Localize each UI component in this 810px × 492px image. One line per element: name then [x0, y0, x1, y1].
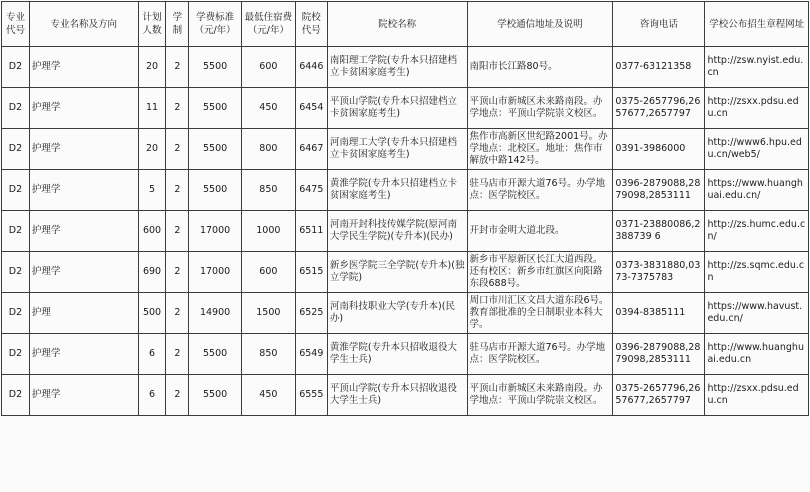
cell-address: 焦作市高新区世纪路2001号。办学地点：北校区。地址：焦作市解放中路142号。: [467, 129, 613, 170]
cell-plan: 6: [138, 334, 166, 375]
cell-plan: 500: [138, 293, 166, 334]
cell-tuition: 5500: [189, 129, 242, 170]
cell-major: 护理: [29, 293, 138, 334]
cell-school: 平顶山学院(专升本只招建档立卡贫困家庭考生): [327, 88, 467, 129]
cell-school-code: 6549: [295, 334, 327, 375]
cell-tuition: 17000: [189, 211, 242, 252]
enrollment-table: [1, 1, 809, 416]
cell-phone: 0391-3986000: [613, 129, 705, 170]
cell-dorm: 800: [241, 129, 295, 170]
cell-years: 2: [166, 293, 189, 334]
cell-plan: 600: [138, 211, 166, 252]
cell-address: 驻马店市开源大道76号。办学地点：医学院校区。: [467, 170, 613, 211]
cell-phone: 0396-2879088,2879098,2853111: [613, 170, 705, 211]
cell-code: D2: [2, 47, 30, 88]
cell-plan: 11: [138, 88, 166, 129]
cell-school-code: 6555: [295, 375, 327, 416]
cell-code: D2: [2, 375, 30, 416]
cell-address: 南阳市长江路80号。: [467, 47, 613, 88]
header-plan: 计划人数: [138, 2, 166, 47]
cell-major: 护理学: [29, 211, 138, 252]
cell-school: 河南科技职业大学(专升本)(民办): [327, 293, 467, 334]
table-row: [2, 334, 809, 375]
cell-years: 2: [166, 211, 189, 252]
cell-address: 平顶山市新城区未来路南段。办学地点：平顶山学院崇文校区。: [467, 88, 613, 129]
cell-phone: 0377-63121358: [613, 47, 705, 88]
cell-school-code: 6525: [295, 293, 327, 334]
cell-school-code: 6475: [295, 170, 327, 211]
cell-dorm: 850: [241, 334, 295, 375]
header-url: 学校公布招生章程网址: [705, 2, 809, 47]
cell-code: D2: [2, 88, 30, 129]
cell-code: D2: [2, 252, 30, 293]
cell-phone: 0394-8385111: [613, 293, 705, 334]
cell-dorm: 850: [241, 170, 295, 211]
cell-tuition: 5500: [189, 334, 242, 375]
cell-code: D2: [2, 129, 30, 170]
cell-tuition: 5500: [189, 375, 242, 416]
cell-url[interactable]: http://zsxx.pdsu.edu.cn: [705, 88, 809, 129]
cell-plan: 690: [138, 252, 166, 293]
cell-major: 护理学: [29, 170, 138, 211]
cell-major: 护理学: [29, 47, 138, 88]
cell-url[interactable]: http://www.huanghuai.edu.cn: [705, 334, 809, 375]
cell-dorm: 600: [241, 252, 295, 293]
cell-school: 平顶山学院(专升本只招收退役大学生士兵): [327, 375, 467, 416]
table-row: [2, 129, 809, 170]
cell-phone: 0373-3831880,0373-7375783: [613, 252, 705, 293]
cell-major: 护理学: [29, 88, 138, 129]
table-row: [2, 47, 809, 88]
header-dorm: 最低住宿费（元/年）: [241, 2, 295, 47]
cell-school: 黄淮学院(专升本只招建档立卡贫困家庭考生): [327, 170, 467, 211]
header-row: [2, 2, 809, 47]
cell-address: 驻马店市开源大道76号。办学地点：医学院校区。: [467, 334, 613, 375]
header-tuition: 学费标准（元/年）: [189, 2, 242, 47]
cell-tuition: 5500: [189, 88, 242, 129]
cell-major: 护理学: [29, 252, 138, 293]
header-years: 学制: [166, 2, 189, 47]
cell-years: 2: [166, 334, 189, 375]
cell-school-code: 6515: [295, 252, 327, 293]
cell-plan: 20: [138, 129, 166, 170]
cell-school-code: 6511: [295, 211, 327, 252]
header-phone: 咨询电话: [613, 2, 705, 47]
cell-address: 平顶山市新城区未来路南段。办学地点：平顶山学院崇文校区。: [467, 375, 613, 416]
cell-school-code: 6446: [295, 47, 327, 88]
cell-dorm: 450: [241, 375, 295, 416]
table-row: [2, 252, 809, 293]
cell-tuition: 5500: [189, 170, 242, 211]
table-row: [2, 170, 809, 211]
cell-school: 黄淮学院(专升本只招收退役大学生士兵): [327, 334, 467, 375]
table-body: [2, 47, 809, 416]
cell-url[interactable]: http://zs.humc.edu.cn/: [705, 211, 809, 252]
cell-school: 河南开封科技传媒学院(原河南大学民生学院)(专升本)(民办): [327, 211, 467, 252]
cell-tuition: 5500: [189, 47, 242, 88]
table-header: [2, 2, 809, 47]
cell-school: 新乡医学院三全学院(专升本)(独立学院): [327, 252, 467, 293]
cell-major: 护理学: [29, 334, 138, 375]
cell-code: D2: [2, 170, 30, 211]
header-address: 学校通信地址及说明: [467, 2, 613, 47]
cell-address: 开封市金明大道北段。: [467, 211, 613, 252]
cell-tuition: 14900: [189, 293, 242, 334]
cell-address: 周口市川汇区文昌大道东段6号。教育部批准的全日制职业本科大学。: [467, 293, 613, 334]
cell-url[interactable]: http://zsw.nyist.edu.cn: [705, 47, 809, 88]
cell-dorm: 1500: [241, 293, 295, 334]
cell-phone: 0375-2657796,2657677,2657797: [613, 375, 705, 416]
cell-school: 南阳理工学院(专升本只招建档立卡贫困家庭考生): [327, 47, 467, 88]
cell-school-code: 6467: [295, 129, 327, 170]
cell-years: 2: [166, 47, 189, 88]
cell-phone: 0375-2657796,2657677,2657797: [613, 88, 705, 129]
cell-phone: 0396-2879088,2879098,2853111: [613, 334, 705, 375]
cell-years: 2: [166, 129, 189, 170]
header-code: 专业代号: [2, 2, 30, 47]
cell-url[interactable]: http://zsxx.pdsu.edu.cn: [705, 375, 809, 416]
table-row: [2, 375, 809, 416]
header-major: 专业名称及方向: [29, 2, 138, 47]
cell-tuition: 17000: [189, 252, 242, 293]
header-school-code: 院校代号: [295, 2, 327, 47]
cell-years: 2: [166, 375, 189, 416]
cell-school-code: 6454: [295, 88, 327, 129]
cell-years: 2: [166, 252, 189, 293]
cell-code: D2: [2, 293, 30, 334]
cell-years: 2: [166, 88, 189, 129]
cell-dorm: 1000: [241, 211, 295, 252]
header-school: 院校名称: [327, 2, 467, 47]
cell-plan: 6: [138, 375, 166, 416]
cell-code: D2: [2, 211, 30, 252]
cell-url[interactable]: http://zs.sqmc.edu.cn: [705, 252, 809, 293]
cell-dorm: 600: [241, 47, 295, 88]
table-row: [2, 88, 809, 129]
cell-major: 护理学: [29, 375, 138, 416]
cell-plan: 5: [138, 170, 166, 211]
cell-school: 河南理工大学(专升本只招建档立卡贫困家庭考生): [327, 129, 467, 170]
cell-address: 新乡市平原新区长江大道西段。还有校区：新乡市红旗区向阳路东段688号。: [467, 252, 613, 293]
cell-url[interactable]: https://www.huanghuai.edu.cn/: [705, 170, 809, 211]
cell-url[interactable]: http://www6.hpu.edu.cn/web5/: [705, 129, 809, 170]
table-row: [2, 211, 809, 252]
cell-dorm: 450: [241, 88, 295, 129]
cell-code: D2: [2, 334, 30, 375]
cell-major: 护理学: [29, 129, 138, 170]
cell-url[interactable]: https://www.havust.edu.cn/: [705, 293, 809, 334]
cell-years: 2: [166, 170, 189, 211]
table-row: [2, 293, 809, 334]
cell-plan: 20: [138, 47, 166, 88]
cell-phone: 0371-23880086,2388739 6: [613, 211, 705, 252]
